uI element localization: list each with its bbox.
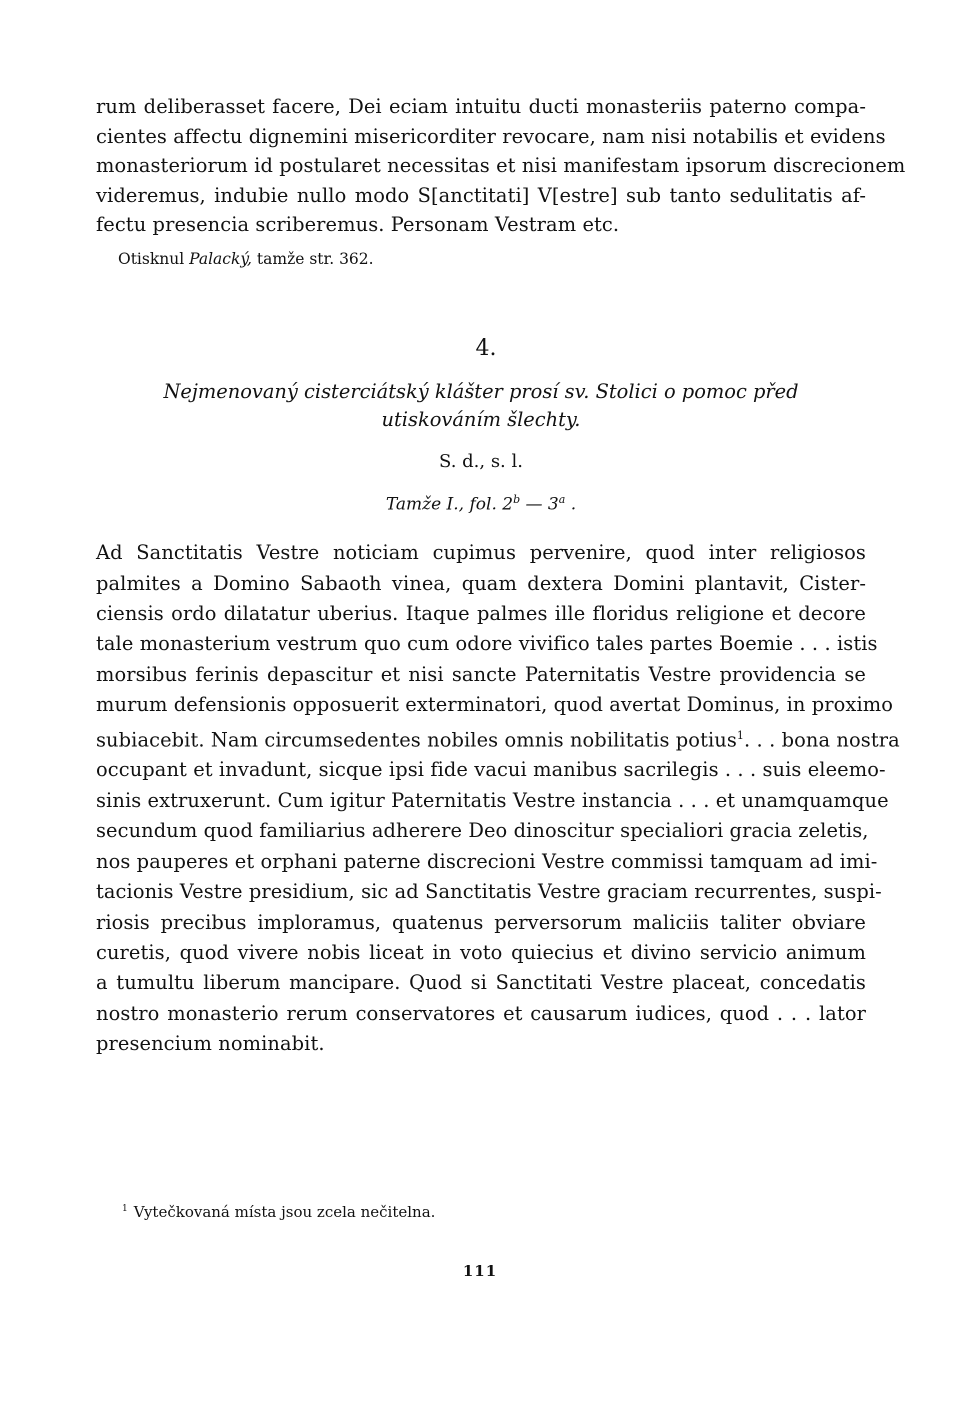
text-line: tacionis Vestre presidium, sic ad Sanctitatis Vestre graciam recurrentes, suspi- — [96, 880, 882, 904]
document-date: S. d., s. l. — [439, 450, 523, 472]
text-line: ciensis ordo dilatatur uberius. Itaque palmes ille floridus religione et decore — [96, 601, 866, 625]
reference-end: . — [565, 494, 577, 515]
source-note-author: Palacký, — [189, 249, 252, 268]
text-line-with-footnote — [96, 721, 900, 756]
text-line: riosis precibus imploramus, quatenus perversorum maliciis taliter obviare — [96, 910, 866, 934]
text-line: a tumultu liberum mancipare. Quod si Sanctitati Vestre placeat, concedatis — [96, 971, 866, 995]
text-line: rum deliberasset facere, Dei eciam intuitu ducti monasteriis paterno compa- — [96, 95, 866, 118]
document-title-line: utiskováním šlechty. — [381, 407, 581, 431]
text-line: monasteriorum id postularet necessitas et nisi manifestam ipsorum discrecionem — [96, 154, 906, 177]
document-reference — [96, 488, 866, 517]
text-line: palmites a Domino Sabaoth vinea, quam dextera Domini plantavit, Cister- — [96, 571, 866, 595]
document-number: 4. — [475, 335, 497, 361]
text-line: curetis, quod vivere nobis liceat in voto quiecius et divino servicio animum — [96, 940, 866, 964]
text-line: occupant et invadunt, sicque ipsi fide vacui manibus sacrilegis . . . suis eleemo- — [96, 758, 886, 782]
text-line: videremus, indubie nullo modo S[anctitati] V[estre] sub tanto sedulitatis af- — [96, 183, 866, 207]
page-content — [96, 92, 906, 1060]
text-line: Ad Sanctitatis Vestre noticiam cupimus pervenire, quod inter religiosos — [96, 541, 866, 565]
text-line: morsibus ferinis depascitur et nisi sancte Paternitatis Vestre providencia se — [96, 662, 866, 686]
document-title-line: Nejmenovaný cisterciátský klášter prosí sv. Stolici o pomoc před — [163, 379, 799, 403]
document-body — [96, 538, 900, 1059]
continuation-paragraph — [96, 92, 906, 240]
footnote-mark: 1 — [122, 1204, 128, 1214]
page-number: 111 — [462, 1262, 498, 1280]
source-note-prefix: Otisknul — [118, 249, 190, 268]
text-line: fectu presencia scriberemus. Personam Vestram etc. — [96, 213, 620, 236]
reference-prefix: Tamže I., fol. 2 — [385, 494, 514, 515]
footnote — [122, 1198, 435, 1223]
text-line: secundum quod familiarius adherere Deo dinoscitur specialiori gracia zeletis, — [96, 819, 869, 843]
source-note-suffix: tamže str. 362. — [251, 249, 374, 268]
footnote-text: Vytečkovaná místa jsou zcela nečitelna. — [133, 1203, 436, 1221]
reference-superscript: b — [513, 492, 521, 506]
text-line: nostro monasterio rerum conservatores et causarum iudices, quod . . . lator — [96, 1001, 866, 1025]
reference-dash: — 3 — [520, 494, 559, 515]
line-text: subiacebit. Nam circumsedentes nobiles omnis nobilitatis potius — [96, 728, 737, 752]
text-line: nos pauperes et orphani paterne discrecioni Vestre commissi tamquam ad imi- — [96, 849, 878, 873]
text-line: cientes affectu dignemini misericorditer revocare, nam nisi notabilis et evidens — [96, 124, 886, 148]
source-note — [118, 248, 866, 270]
text-line: tale monasterium vestrum quo cum odore vivifico tales partes Boemie . . . istis — [96, 632, 878, 656]
document-title — [96, 378, 866, 434]
body-paragraph — [96, 538, 900, 1059]
text-line: sinis extruxerunt. Cum igitur Paternitatis Vestre instancia . . . et unamquamque — [96, 788, 889, 812]
footnote-reference: 1 — [736, 728, 745, 742]
text-line: presencium nominabit. — [96, 1032, 325, 1056]
reference-superscript: a — [558, 492, 566, 506]
line-tail: . . . bona nostra — [744, 728, 900, 752]
text-line: murum defensionis opposuerit exterminatori, quod avertat Dominus, in proximo — [96, 693, 894, 717]
